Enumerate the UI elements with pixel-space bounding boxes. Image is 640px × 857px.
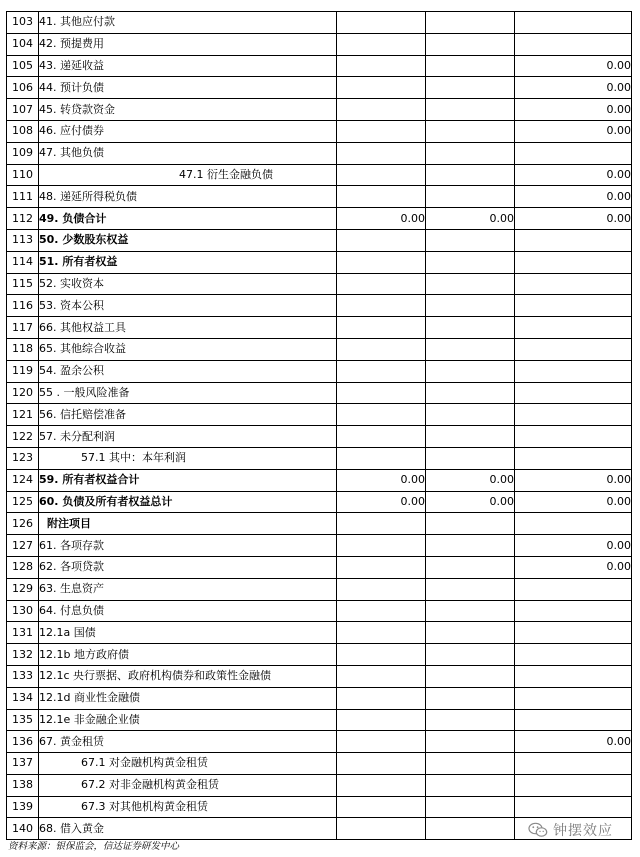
row-number: 121 bbox=[7, 404, 39, 426]
item-name: 66. 其他权益工具 bbox=[39, 317, 337, 339]
value-col-1 bbox=[337, 142, 426, 164]
value-col-2 bbox=[426, 513, 515, 535]
value-col-2 bbox=[426, 774, 515, 796]
value-col-2: 0.00 bbox=[426, 491, 515, 513]
table-row bbox=[7, 317, 632, 339]
value-col-2 bbox=[426, 33, 515, 55]
row-number: 133 bbox=[7, 665, 39, 687]
value-col-2: 0.00 bbox=[426, 208, 515, 230]
value-col-2 bbox=[426, 644, 515, 666]
value-col-2 bbox=[426, 229, 515, 251]
item-name: 55 . 一般风险准备 bbox=[39, 382, 337, 404]
item-name: 12.1a 国债 bbox=[39, 622, 337, 644]
value-col-3 bbox=[515, 644, 632, 666]
value-col-1: 0.00 bbox=[337, 491, 426, 513]
row-number: 135 bbox=[7, 709, 39, 731]
value-col-2 bbox=[426, 164, 515, 186]
table-row bbox=[7, 687, 632, 709]
value-col-1: 0.00 bbox=[337, 469, 426, 491]
value-col-3 bbox=[515, 709, 632, 731]
item-name: 43. 递延收益 bbox=[39, 55, 337, 77]
value-col-1 bbox=[337, 338, 426, 360]
value-col-1 bbox=[337, 251, 426, 273]
value-col-3 bbox=[515, 12, 632, 34]
value-col-2 bbox=[426, 556, 515, 578]
table-row bbox=[7, 665, 632, 687]
value-col-1 bbox=[337, 447, 426, 469]
value-col-2 bbox=[426, 687, 515, 709]
table-row bbox=[7, 33, 632, 55]
item-name: 12.1b 地方政府债 bbox=[39, 644, 337, 666]
row-number: 140 bbox=[7, 818, 39, 840]
value-col-1 bbox=[337, 556, 426, 578]
value-col-2 bbox=[426, 77, 515, 99]
row-number: 110 bbox=[7, 164, 39, 186]
value-col-1 bbox=[337, 665, 426, 687]
row-number: 138 bbox=[7, 774, 39, 796]
table-row bbox=[7, 55, 632, 77]
item-name: 44. 预计负债 bbox=[39, 77, 337, 99]
value-col-1 bbox=[337, 404, 426, 426]
value-col-1 bbox=[337, 600, 426, 622]
value-col-1 bbox=[337, 644, 426, 666]
value-col-3: 0.00 bbox=[515, 556, 632, 578]
table-row bbox=[7, 120, 632, 142]
value-col-2 bbox=[426, 709, 515, 731]
value-col-3 bbox=[515, 578, 632, 600]
value-col-3 bbox=[515, 251, 632, 273]
table-row bbox=[7, 164, 632, 186]
value-col-3: 0.00 bbox=[515, 164, 632, 186]
table-row bbox=[7, 229, 632, 251]
item-name: 51. 所有者权益 bbox=[39, 251, 337, 273]
table-row bbox=[7, 273, 632, 295]
row-number: 136 bbox=[7, 731, 39, 753]
table-row bbox=[7, 556, 632, 578]
item-name: 42. 预提费用 bbox=[39, 33, 337, 55]
value-col-2 bbox=[426, 578, 515, 600]
row-number: 123 bbox=[7, 447, 39, 469]
table-row bbox=[7, 644, 632, 666]
item-name: 12.1e 非金融企业债 bbox=[39, 709, 337, 731]
row-number: 137 bbox=[7, 753, 39, 775]
value-col-2 bbox=[426, 535, 515, 557]
value-col-1 bbox=[337, 382, 426, 404]
row-number: 132 bbox=[7, 644, 39, 666]
value-col-1 bbox=[337, 818, 426, 840]
item-name: 60. 负债及所有者权益总计 bbox=[39, 491, 337, 513]
row-number: 127 bbox=[7, 535, 39, 557]
value-col-1 bbox=[337, 513, 426, 535]
item-name: 12.1c 央行票据、政府机构债券和政策性金融债 bbox=[39, 665, 337, 687]
table-row bbox=[7, 99, 632, 121]
value-col-1 bbox=[337, 796, 426, 818]
value-col-3 bbox=[515, 273, 632, 295]
item-name: 67.2 对非金融机构黄金租赁 bbox=[39, 774, 337, 796]
row-number: 119 bbox=[7, 360, 39, 382]
table-row bbox=[7, 469, 632, 491]
row-number: 139 bbox=[7, 796, 39, 818]
table-row bbox=[7, 513, 632, 535]
item-name: 62. 各项贷款 bbox=[39, 556, 337, 578]
row-number: 107 bbox=[7, 99, 39, 121]
value-col-3 bbox=[515, 665, 632, 687]
value-col-2 bbox=[426, 120, 515, 142]
value-col-3: 0.00 bbox=[515, 55, 632, 77]
row-number: 103 bbox=[7, 12, 39, 34]
value-col-3: 0.00 bbox=[515, 208, 632, 230]
value-col-2 bbox=[426, 382, 515, 404]
row-number: 117 bbox=[7, 317, 39, 339]
value-col-2 bbox=[426, 447, 515, 469]
row-number: 120 bbox=[7, 382, 39, 404]
value-col-2 bbox=[426, 317, 515, 339]
row-number: 116 bbox=[7, 295, 39, 317]
item-name: 52. 实收资本 bbox=[39, 273, 337, 295]
table-row bbox=[7, 426, 632, 448]
item-name: 12.1d 商业性金融债 bbox=[39, 687, 337, 709]
value-col-3 bbox=[515, 142, 632, 164]
value-col-3: 0.00 bbox=[515, 77, 632, 99]
table-row bbox=[7, 338, 632, 360]
value-col-1 bbox=[337, 578, 426, 600]
value-col-2 bbox=[426, 600, 515, 622]
value-col-3: 0.00 bbox=[515, 469, 632, 491]
value-col-1 bbox=[337, 229, 426, 251]
row-number: 128 bbox=[7, 556, 39, 578]
wechat-icon bbox=[528, 822, 548, 838]
table-row bbox=[7, 251, 632, 273]
value-col-2 bbox=[426, 622, 515, 644]
row-number: 114 bbox=[7, 251, 39, 273]
table-body bbox=[7, 12, 632, 840]
value-col-3 bbox=[515, 317, 632, 339]
value-col-2 bbox=[426, 731, 515, 753]
value-col-1 bbox=[337, 12, 426, 34]
brand-name: 钟摆效应 bbox=[553, 823, 613, 839]
value-col-2 bbox=[426, 360, 515, 382]
table-row bbox=[7, 142, 632, 164]
item-name: 45. 转贷款资金 bbox=[39, 99, 337, 121]
table-row bbox=[7, 208, 632, 230]
source-note: 资料来源：银保监会，信达证券研发中心 bbox=[8, 841, 180, 852]
item-name: 49. 负债合计 bbox=[39, 208, 337, 230]
row-number: 109 bbox=[7, 142, 39, 164]
item-name: 46. 应付债券 bbox=[39, 120, 337, 142]
value-col-2 bbox=[426, 404, 515, 426]
value-col-1 bbox=[337, 774, 426, 796]
balance-sheet-table bbox=[6, 11, 632, 840]
table-row bbox=[7, 535, 632, 557]
table-row bbox=[7, 578, 632, 600]
value-col-1 bbox=[337, 186, 426, 208]
value-col-3: 0.00 bbox=[515, 731, 632, 753]
item-name: 附注项目 bbox=[39, 513, 337, 535]
item-name: 47.1 衍生金融负债 bbox=[39, 164, 337, 186]
value-col-1 bbox=[337, 295, 426, 317]
row-number: 113 bbox=[7, 229, 39, 251]
value-col-1 bbox=[337, 77, 426, 99]
value-col-1 bbox=[337, 360, 426, 382]
value-col-3 bbox=[515, 796, 632, 818]
table-row bbox=[7, 12, 632, 34]
value-col-2 bbox=[426, 142, 515, 164]
value-col-2 bbox=[426, 251, 515, 273]
value-col-2: 0.00 bbox=[426, 469, 515, 491]
value-col-3 bbox=[515, 382, 632, 404]
table-row bbox=[7, 774, 632, 796]
brand-watermark bbox=[528, 819, 613, 841]
value-col-1 bbox=[337, 55, 426, 77]
table-row bbox=[7, 77, 632, 99]
table-row bbox=[7, 447, 632, 469]
value-col-3 bbox=[515, 687, 632, 709]
value-col-1 bbox=[337, 99, 426, 121]
value-col-2 bbox=[426, 426, 515, 448]
item-name: 53. 资本公积 bbox=[39, 295, 337, 317]
value-col-2 bbox=[426, 338, 515, 360]
item-name: 56. 信托赔偿准备 bbox=[39, 404, 337, 426]
row-number: 105 bbox=[7, 55, 39, 77]
value-col-3 bbox=[515, 426, 632, 448]
value-col-1 bbox=[337, 709, 426, 731]
row-number: 131 bbox=[7, 622, 39, 644]
value-col-2 bbox=[426, 55, 515, 77]
value-col-3 bbox=[515, 622, 632, 644]
value-col-3 bbox=[515, 447, 632, 469]
item-name: 63. 生息资产 bbox=[39, 578, 337, 600]
row-number: 124 bbox=[7, 469, 39, 491]
item-name: 41. 其他应付款 bbox=[39, 12, 337, 34]
table-row bbox=[7, 295, 632, 317]
value-col-3 bbox=[515, 513, 632, 535]
value-col-2 bbox=[426, 99, 515, 121]
item-name: 57. 未分配利润 bbox=[39, 426, 337, 448]
item-name: 50. 少数股东权益 bbox=[39, 229, 337, 251]
row-number: 111 bbox=[7, 186, 39, 208]
value-col-3 bbox=[515, 774, 632, 796]
table-row bbox=[7, 186, 632, 208]
row-number: 125 bbox=[7, 491, 39, 513]
item-name: 47. 其他负债 bbox=[39, 142, 337, 164]
value-col-3 bbox=[515, 360, 632, 382]
value-col-2 bbox=[426, 186, 515, 208]
row-number: 104 bbox=[7, 33, 39, 55]
value-col-2 bbox=[426, 796, 515, 818]
table-row bbox=[7, 491, 632, 513]
row-number: 108 bbox=[7, 120, 39, 142]
value-col-3: 0.00 bbox=[515, 535, 632, 557]
item-name: 64. 付息负债 bbox=[39, 600, 337, 622]
table-row bbox=[7, 622, 632, 644]
table-row bbox=[7, 753, 632, 775]
value-col-1 bbox=[337, 753, 426, 775]
value-col-3 bbox=[515, 295, 632, 317]
row-number: 126 bbox=[7, 513, 39, 535]
item-name: 61. 各项存款 bbox=[39, 535, 337, 557]
row-number: 129 bbox=[7, 578, 39, 600]
value-col-2 bbox=[426, 818, 515, 840]
value-col-1 bbox=[337, 622, 426, 644]
value-col-3: 0.00 bbox=[515, 120, 632, 142]
value-col-1 bbox=[337, 426, 426, 448]
item-name: 68. 借入黄金 bbox=[39, 818, 337, 840]
item-name: 57.1 其中：本年利润 bbox=[39, 447, 337, 469]
row-number: 122 bbox=[7, 426, 39, 448]
value-col-1 bbox=[337, 164, 426, 186]
table-row bbox=[7, 360, 632, 382]
row-number: 106 bbox=[7, 77, 39, 99]
item-name: 67.1 对金融机构黄金租赁 bbox=[39, 753, 337, 775]
value-col-3 bbox=[515, 600, 632, 622]
value-col-1 bbox=[337, 731, 426, 753]
value-col-3: 0.00 bbox=[515, 99, 632, 121]
value-col-1 bbox=[337, 317, 426, 339]
value-col-2 bbox=[426, 665, 515, 687]
value-col-2 bbox=[426, 753, 515, 775]
value-col-3 bbox=[515, 229, 632, 251]
value-col-2 bbox=[426, 295, 515, 317]
value-col-3: 0.00 bbox=[515, 186, 632, 208]
value-col-3: 0.00 bbox=[515, 491, 632, 513]
table-row bbox=[7, 709, 632, 731]
value-col-3 bbox=[515, 404, 632, 426]
value-col-1 bbox=[337, 273, 426, 295]
row-number: 130 bbox=[7, 600, 39, 622]
table-row bbox=[7, 382, 632, 404]
value-col-2 bbox=[426, 273, 515, 295]
row-number: 112 bbox=[7, 208, 39, 230]
value-col-1 bbox=[337, 33, 426, 55]
item-name: 54. 盈余公积 bbox=[39, 360, 337, 382]
item-name: 67. 黄金租赁 bbox=[39, 731, 337, 753]
value-col-3 bbox=[515, 753, 632, 775]
table-row bbox=[7, 600, 632, 622]
value-col-1: 0.00 bbox=[337, 208, 426, 230]
item-name: 48. 递延所得税负债 bbox=[39, 186, 337, 208]
value-col-1 bbox=[337, 535, 426, 557]
value-col-3 bbox=[515, 33, 632, 55]
table-row bbox=[7, 404, 632, 426]
item-name: 59. 所有者权益合计 bbox=[39, 469, 337, 491]
value-col-1 bbox=[337, 120, 426, 142]
table-row bbox=[7, 796, 632, 818]
row-number: 134 bbox=[7, 687, 39, 709]
item-name: 67.3 对其他机构黄金租赁 bbox=[39, 796, 337, 818]
item-name: 65. 其他综合收益 bbox=[39, 338, 337, 360]
row-number: 118 bbox=[7, 338, 39, 360]
table-row bbox=[7, 731, 632, 753]
value-col-1 bbox=[337, 687, 426, 709]
row-number: 115 bbox=[7, 273, 39, 295]
value-col-3 bbox=[515, 338, 632, 360]
value-col-2 bbox=[426, 12, 515, 34]
